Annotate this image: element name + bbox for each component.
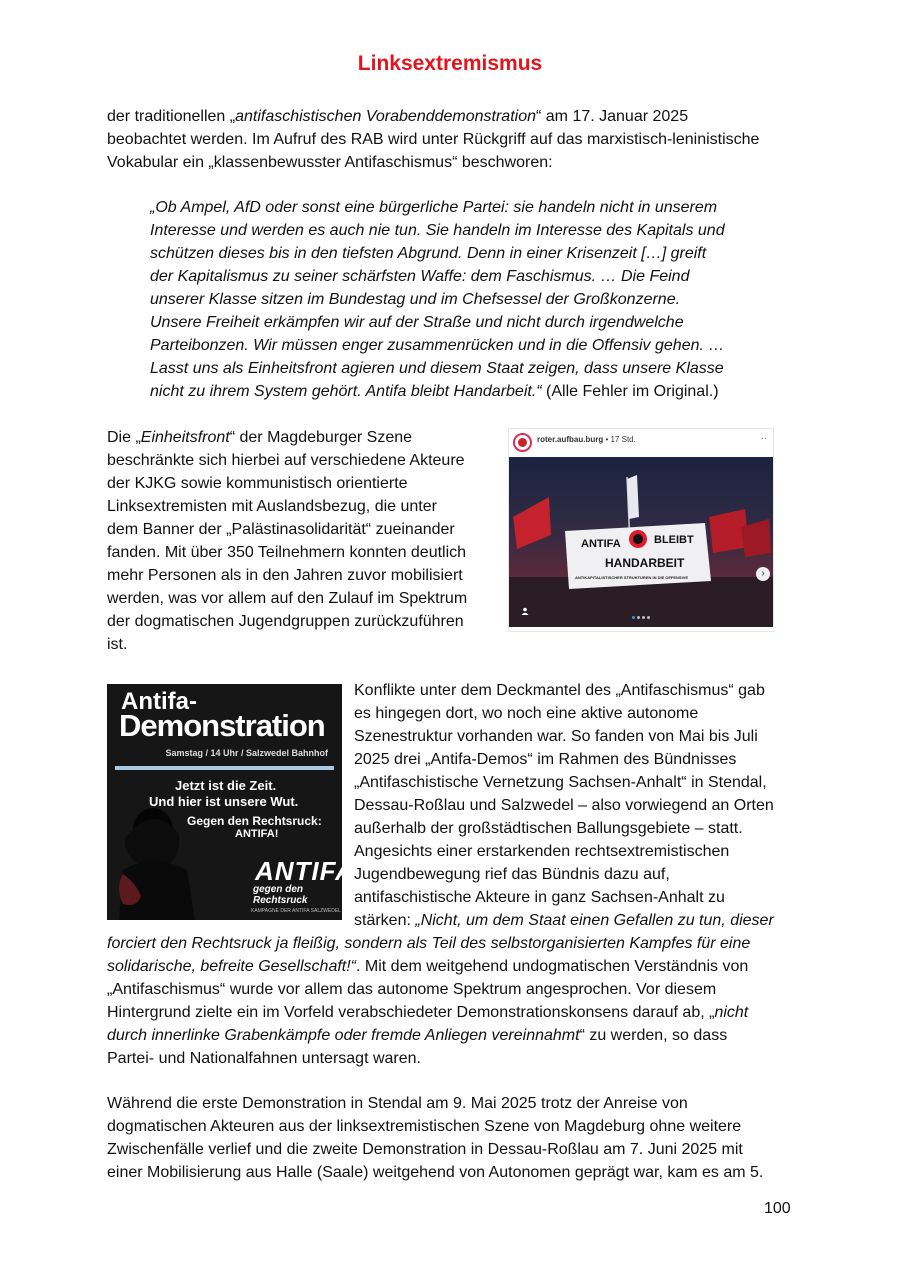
text-line: Vokabular ein „klassenbewusster Antifaschismus“ beschworen: bbox=[107, 154, 553, 171]
poster-slogan: Jetzt ist die Zeit. bbox=[175, 778, 277, 793]
text-span: . Mit dem weitgehend undogmatischen Verständnis von bbox=[356, 958, 749, 975]
text-line: Zwischenfälle verlief und die zweite Demonstration in Dessau-Roßlau am 7. Juni 2025 mit bbox=[107, 1141, 743, 1158]
quote-text: der Kapitalismus zu seiner schärfsten Waffe: dem Faschismus. … Die Feind bbox=[150, 268, 690, 285]
poster-title: Antifa- bbox=[121, 688, 197, 715]
banner-graphic bbox=[509, 457, 773, 627]
post-user bbox=[537, 435, 636, 444]
poster-brand: ANTIFA bbox=[255, 856, 355, 886]
text-line: beobachtet werden. Im Aufruf des RAB wird unter Rückgriff auf das marxistisch-leninistische bbox=[107, 131, 760, 148]
text-line bbox=[354, 909, 794, 932]
paragraph-konflikte-continued bbox=[107, 932, 797, 1070]
quote-text: schützen dieses bis in den tiefsten Abgrund. Denn in einer Krisenzeit […] greift bbox=[150, 245, 707, 262]
text-line: werden, was vor allem auf den Zulauf im Spektrum bbox=[107, 590, 468, 607]
text-span: “ am 17. Januar 2025 bbox=[536, 108, 689, 125]
tag-user-icon bbox=[521, 607, 529, 617]
poster-slogan: Gegen den Rechtsruck: bbox=[187, 814, 322, 828]
text-span: “ zu werden, so dass bbox=[579, 1027, 728, 1044]
quote-text: nicht zu ihrem System gehört. Antifa bleibt Handarbeit.“ bbox=[150, 383, 542, 400]
text-line: 2025 drei „Antifa-Demos“ im Rahmen des Bündnisses bbox=[354, 751, 737, 768]
emphasis-text: durch innerlinke Grabenkämpfe oder fremde Anliegen vereinnahmt bbox=[107, 1027, 580, 1044]
text-line: mehr Personen als in den Jahren zuvor mobilisiert bbox=[107, 567, 463, 584]
emphasis-text: solidarische, befreite Gesellschaft!“ bbox=[107, 958, 356, 975]
text-line bbox=[107, 426, 492, 449]
avatar bbox=[513, 433, 532, 452]
quote-text: Lasst uns als Einheitsfront agieren und diesem Staat zeigen, dass unsere Klasse bbox=[150, 360, 724, 377]
quote-line bbox=[150, 196, 770, 219]
quote-line bbox=[150, 219, 770, 242]
more-icon: ·· bbox=[760, 433, 767, 444]
quote-line bbox=[150, 357, 770, 380]
carousel-indicator bbox=[632, 606, 652, 624]
text-line: Partei- und Nationalfahnen untersagt waren. bbox=[107, 1050, 421, 1067]
block-quote bbox=[150, 196, 770, 403]
text-span: Hintergrund zielte ein im Vorfeld verabschiedeter Demonstrationskonsens darauf ab, „ bbox=[107, 1004, 715, 1021]
text-line: Szenestruktur vorhanden war. So fanden von Mai bis Juli bbox=[354, 728, 758, 745]
text-line: fanden. Mit über 350 Teilnehmern konnten deutlich bbox=[107, 544, 467, 561]
text-line: außerhalb der großstädtischen Ballungsgebiete – statt. bbox=[354, 820, 743, 837]
text-line: beschränkte sich hierbei auf verschiedene Akteure bbox=[107, 452, 465, 469]
text-line: dogmatischen Akteuren aus der linksextremistischen Szene von Magdeburg ohne weitere bbox=[107, 1118, 742, 1135]
text-line bbox=[107, 932, 797, 955]
poster-brand-sub: gegen den Rechtsruck bbox=[253, 884, 308, 906]
text-span: stärken: bbox=[354, 912, 416, 929]
text-line: der KJKG sowie kommunistisch orientierte bbox=[107, 475, 408, 492]
text-line: ist. bbox=[107, 636, 128, 653]
poster-footer: KAMPAGNE DER ANTIFA SALZWEDEL bbox=[251, 908, 341, 914]
quote-text: Parteibonzen. Wir müssen enger zusammenrücken und in die Offensiv gehen. … bbox=[150, 337, 725, 354]
text-line bbox=[107, 1001, 797, 1024]
page-number: 100 bbox=[764, 1200, 791, 1217]
banner-text-left: ANTIFA bbox=[581, 538, 621, 550]
quote-line bbox=[150, 311, 770, 334]
quote-line bbox=[150, 242, 770, 265]
emphasis-text: nicht bbox=[714, 1004, 749, 1021]
text-line: Jugendbewegung rief das Bündnis dazu auf, bbox=[354, 866, 670, 883]
banner-text-sub: ANTIKAPITALISTISCHER STRUKTUREN IN DIE OFFENSIVE bbox=[575, 575, 689, 580]
page-title: Linksextremismus bbox=[357, 52, 543, 75]
quote-line bbox=[150, 265, 770, 288]
paragraph-intro bbox=[107, 105, 797, 174]
username: roter.aufbau.burg bbox=[537, 435, 604, 444]
text-line: Linksextremisten mit Auslandsbezug, die unter bbox=[107, 498, 437, 515]
emphasis-text: Einheitsfront bbox=[140, 429, 230, 446]
quote-text: Unsere Freiheit erkämpfen wir auf der Straße und nicht durch irgendwelche bbox=[150, 314, 684, 331]
paragraph-demonstrationen bbox=[107, 1092, 797, 1184]
demo-poster-image bbox=[107, 684, 355, 920]
next-image-icon: › bbox=[756, 567, 770, 581]
text-span: der traditionellen „ bbox=[107, 108, 236, 125]
text-line: Angesichts einer erstarkenden rechtsextremistischen bbox=[354, 843, 730, 860]
poster-title-main: Demonstration bbox=[119, 708, 325, 743]
text-line: Konflikte unter dem Deckmantel des „Antifaschismus“ gab bbox=[354, 682, 765, 699]
post-header bbox=[509, 429, 773, 457]
poster-divider bbox=[115, 766, 334, 770]
text-line: dem Banner der „Palästinasolidarität“ zueinander bbox=[107, 521, 455, 538]
poster-slogan: ANTIFA! bbox=[235, 828, 279, 840]
text-line: „Antifaschismus“ wurde vor allem das autonome Spektrum angesprochen. Vor diesem bbox=[107, 981, 717, 998]
poster-date: Samstag / 14 Uhr / Salzwedel Bahnhof bbox=[165, 748, 328, 758]
text-line: Dessau-Roßlau und Salzwedel – also vorwiegend an Orten bbox=[354, 797, 774, 814]
text-line: antifaschistische Akteure in ganz Sachsen-Anhalt zu bbox=[354, 889, 725, 906]
quote-note: (Alle Fehler im Original.) bbox=[541, 383, 719, 400]
text-line bbox=[107, 1024, 797, 1047]
quote-text: unserer Klasse sitzen im Bundestag und im Chefsessel der Großkonzerne. bbox=[150, 291, 681, 308]
post-time: • 17 Std. bbox=[603, 435, 636, 444]
text-line: der dogmatischen Jugendgruppen zurückzuführen bbox=[107, 613, 464, 630]
text-line bbox=[107, 955, 797, 978]
poster-slogan: Und hier ist unsere Wut. bbox=[149, 794, 299, 809]
paragraph-konflikte bbox=[354, 679, 794, 932]
emphasis-text: forciert den Rechtsruck ja fleißig, sondern als Teil des selbstorganisierten Kampfes für eine bbox=[107, 935, 751, 952]
text-line: einer Mobilisierung aus Halle (Saale) weitgehend von Autonomen geprägt war, kam es am 5. bbox=[107, 1164, 764, 1181]
text-line bbox=[107, 105, 797, 128]
text-line: „Antifaschistische Vernetzung Sachsen-Anhalt“ in Stendal, bbox=[354, 774, 767, 791]
instagram-post-image bbox=[508, 428, 774, 632]
quote-text: Interesse und werden es auch nie tun. Sie handeln im Interesse des Kapitals und bbox=[150, 222, 725, 239]
text-span: “ der Magdeburger Szene bbox=[229, 429, 413, 446]
person-silhouette-icon bbox=[109, 804, 219, 920]
emphasis-text: „Nicht, um dem Staat einen Gefallen zu tun, dieser bbox=[415, 912, 774, 929]
banner-text-main: HANDARBEIT bbox=[605, 556, 685, 570]
quote-line bbox=[150, 288, 770, 311]
quote-line bbox=[150, 380, 770, 403]
quote-text: „Ob Ampel, AfD oder sonst eine bürgerliche Partei: sie handeln nicht in unserem bbox=[150, 199, 718, 216]
emphasis-text: antifaschistischen Vorabenddemonstration bbox=[235, 108, 536, 125]
text-line: es hingegen dort, wo noch eine aktive autonome bbox=[354, 705, 699, 722]
text-span: Die „ bbox=[107, 429, 141, 446]
demonstration-photo bbox=[509, 457, 773, 627]
paragraph-einheitsfront bbox=[107, 426, 492, 656]
quote-line bbox=[150, 334, 770, 357]
text-line: Während die erste Demonstration in Stendal am 9. Mai 2025 trotz der Anreise von bbox=[107, 1095, 688, 1112]
banner-text-right: BLEIBT bbox=[654, 534, 694, 546]
